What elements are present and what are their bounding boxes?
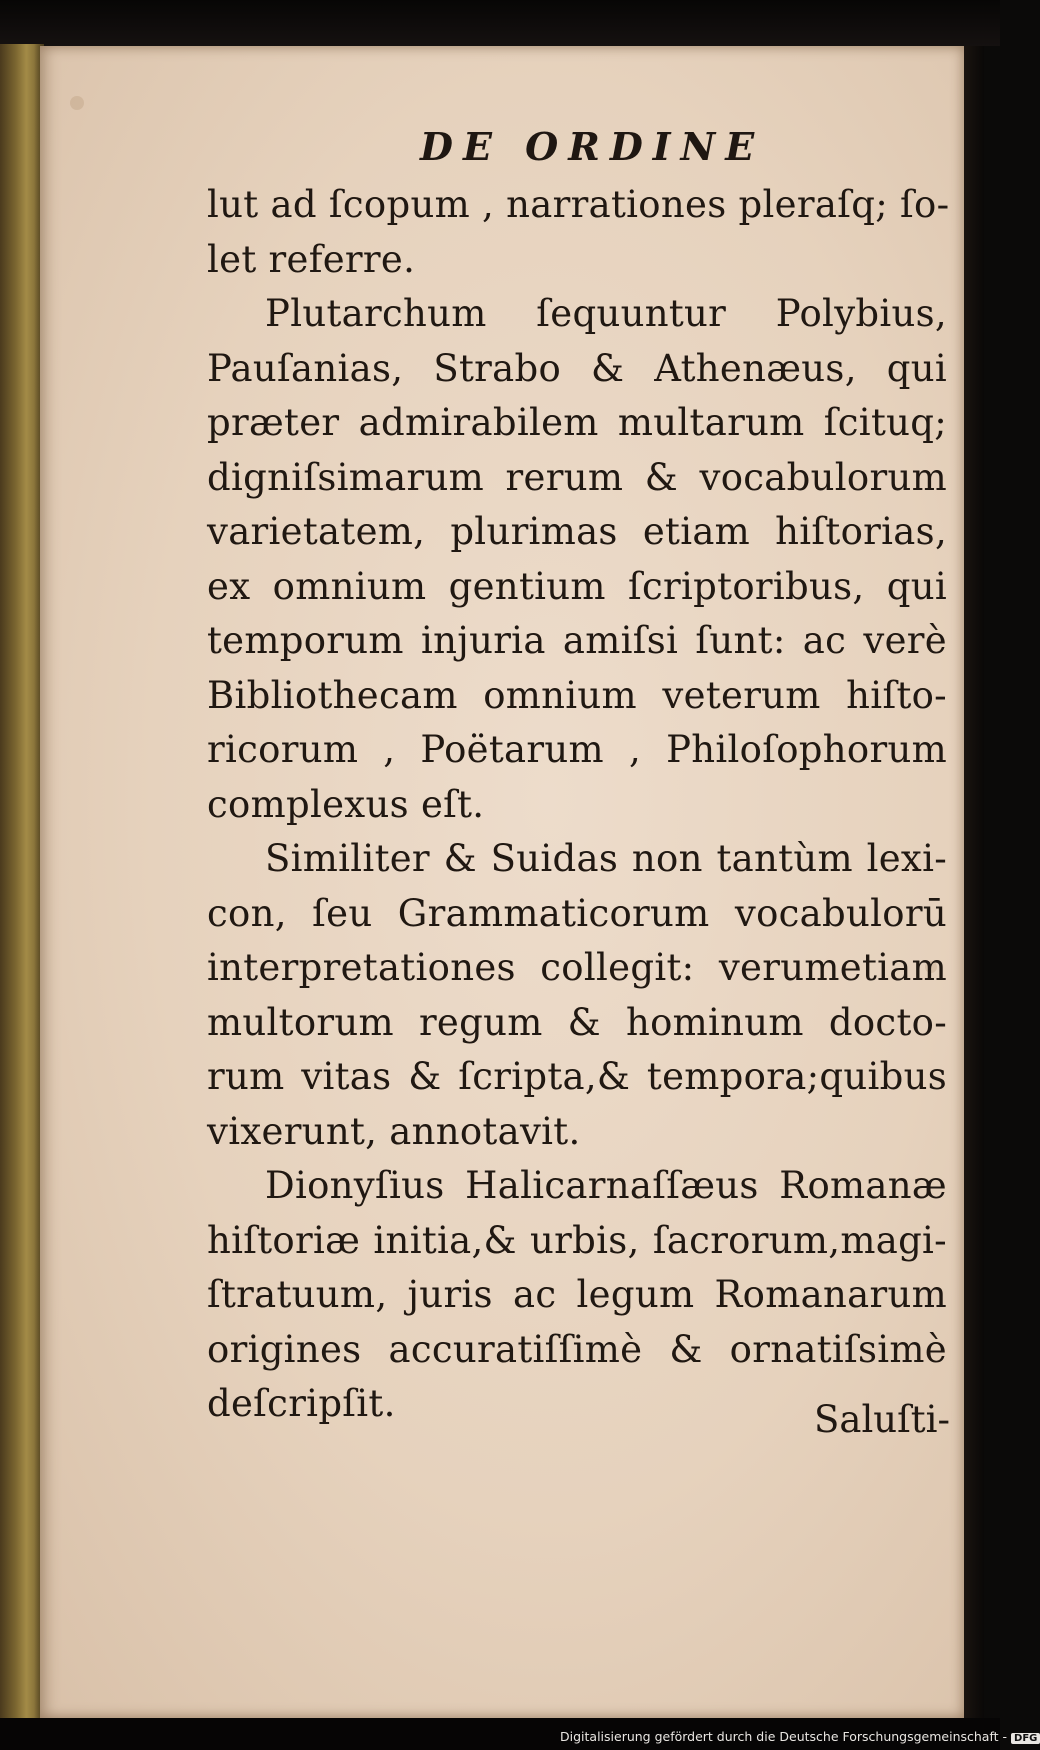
text-line: hiſtoriæ initia,& urbis, ſacrorum,magi- [207,1218,947,1262]
body-text [207,178,950,1432]
text-line: lut ad ſcopum , narrationes pleraſq; ſo- [207,183,950,226]
text-line: vixerunt, annotavit. [207,1109,581,1153]
page-edge-shadow [964,46,984,1718]
text-line: præter admirabilem multarum ſcituq; [207,401,947,444]
text-line: digniſsimarum rerum & vocabulorum [207,455,947,499]
text-line: ricorum , Poëtarum , Philoſophorum [207,728,947,771]
paper-stain [70,96,84,110]
digitization-credit [560,1729,1038,1744]
text-line: multorum regum & hominum docto- [207,1000,947,1044]
text-line: origines accuratiſſimè & ornatiſsimè [207,1327,947,1371]
text-line: ex omnium gentium ſcriptoribus, qui [207,564,947,608]
text-line: con, ſeu Grammaticorum vocabulorū [207,891,947,935]
catchword: Saluſti- [814,1398,950,1441]
book-binding [0,44,44,1720]
text-line: Plutarchum ſequuntur Polybius, [265,292,947,335]
text-line: Dionyſius Halicarnaſſæus Romanæ [265,1164,947,1207]
text-line: let referre. [207,237,416,281]
text-line: ſtratuum, juris ac legum Romanarum [207,1273,947,1316]
text-line: interpretationes collegit: verumetiam [207,946,947,989]
credit-text: Digitalisierung gefördert durch die Deutsche Forschungsgemeinschaft - [560,1729,1008,1744]
top-dark-border [0,0,1000,46]
text-line: rum vitas & ſcripta,& tempora;quibus [207,1055,947,1098]
dfg-logo-icon: DFG [1011,1733,1040,1744]
text-line: Bibliothecam omnium veterum hiſto- [207,673,947,717]
text-line: Pauſanias, Strabo & Athenæus, qui [207,346,947,390]
text-line: complexus eſt. [207,782,485,826]
text-line: deſcripſit. [207,1382,396,1425]
text-line: Similiter & Suidas non tantùm lexi- [265,837,947,880]
text-line: varietatem, plurimas etiam hiſtorias, [207,510,947,553]
text-line: temporum injuria amiſsi ſunt: ac verè [207,619,947,662]
running-header: DE ORDINE [420,124,765,169]
